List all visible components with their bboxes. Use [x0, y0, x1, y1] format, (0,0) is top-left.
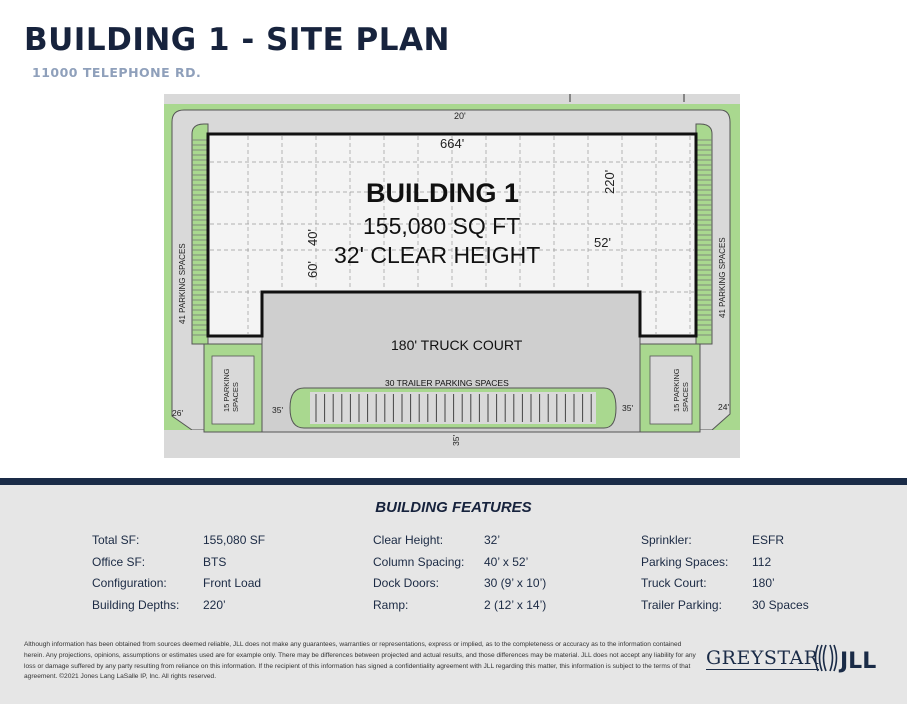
feature-value: ESFR — [752, 533, 785, 547]
legal-disclaimer: Although information has been obtained from sources deemed reliable, JLL does not make any guarantees, warranties or representations, express or implied, as to the completeness or accuracy as to the information contained herein. Any projections, opinions, assumptions or estimates used are for example only. There may be differences between projected and actual results, and those differences may be material. JLL does not accept any liability for any loss or damage suffered by any party resulting from reliance on this information. If the recipient of this information has signed a confidentiality agreement with JLL regarding this matter, this information is subject to the terms of that agreement. ©2021 Jones Lang LaSalle IP, Inc. All rights reserved. — [24, 641, 696, 681]
divider-band — [0, 478, 907, 485]
features-column-1 — [92, 533, 265, 619]
feature-label: Configuration: — [92, 576, 167, 590]
feature-label: Office SF: — [92, 554, 146, 569]
jll-logo — [814, 641, 886, 675]
drive-left-inner-label: 35' — [272, 405, 284, 415]
clear-height-label: 32' CLEAR HEIGHT — [334, 242, 541, 268]
feature-label: Clear Height: — [373, 533, 444, 547]
feature-value: 220’ — [203, 597, 226, 612]
left-small-parking-label: 15 PARKING SPACES — [222, 368, 240, 412]
feature-value: 40’ x 52’ — [484, 554, 529, 569]
features-column-2 — [373, 533, 546, 619]
feature-label: Total SF: — [92, 533, 140, 547]
greystar-logo: GREYSTAR — [706, 647, 819, 669]
feature-value: 180’ — [752, 576, 775, 590]
feature-value: Front Load — [203, 576, 262, 590]
feature-row — [641, 576, 809, 598]
top-setback-label: 20' — [454, 111, 466, 121]
feature-row — [373, 576, 546, 598]
bay-width: 52' — [594, 235, 611, 250]
feature-row — [92, 598, 265, 620]
depth-dimension: 220' — [602, 169, 617, 194]
feature-label: Trailer Parking: — [641, 597, 722, 612]
building-name: BUILDING 1 — [366, 178, 520, 208]
feature-row — [641, 555, 809, 577]
site-address: 11000 TELEPHONE RD. — [32, 65, 202, 80]
feature-label: Dock Doors: — [373, 576, 440, 590]
building-area: 155,080 SQ FT — [363, 213, 521, 239]
feature-value: BTS — [203, 554, 227, 569]
drive-right-outer-label: 24' — [718, 402, 730, 412]
bay-depth-40: 40' — [305, 229, 320, 246]
bay-depth-60: 60' — [305, 261, 320, 278]
feature-value: 32’ — [484, 533, 501, 547]
drive-bottom-label: 35' — [451, 434, 461, 446]
feature-row — [92, 555, 265, 577]
features-title: BUILDING FEATURES — [375, 499, 532, 516]
right-island — [696, 124, 712, 344]
left-island — [192, 124, 208, 344]
drive-right-inner-label: 35' — [622, 403, 634, 413]
feature-label: Truck Court: — [641, 576, 707, 590]
feature-value: 30 (9’ x 10’) — [484, 576, 547, 590]
svg-text:JLL: JLL — [840, 649, 877, 674]
feature-row — [92, 576, 265, 598]
feature-row — [373, 598, 546, 620]
width-dimension: 664' — [440, 136, 465, 151]
feature-row — [641, 598, 809, 620]
feature-label: Column Spacing: — [373, 554, 465, 569]
feature-value: 112 — [752, 554, 772, 569]
left-parking-label: 41 PARKING SPACES — [178, 243, 187, 324]
trailer-parking-label: 30 TRAILER PARKING SPACES — [385, 378, 509, 388]
feature-row — [641, 533, 809, 555]
features-column-3 — [641, 533, 809, 619]
feature-row — [92, 533, 265, 555]
feature-value: 2 (12’ x 14’) — [484, 597, 547, 612]
feature-label: Building Depths: — [92, 597, 180, 612]
right-parking-label: 41 PARKING SPACES — [718, 237, 727, 318]
site-plan — [164, 94, 740, 458]
feature-row — [373, 533, 546, 555]
page-title: BUILDING 1 - SITE PLAN — [24, 22, 450, 58]
truck-court-label: 180' TRUCK COURT — [391, 337, 523, 353]
feature-label: Sprinkler: — [641, 533, 692, 547]
feature-value: 30 Spaces — [752, 597, 809, 612]
feature-row — [373, 555, 546, 577]
feature-label: Ramp: — [373, 597, 409, 612]
feature-label: Parking Spaces: — [641, 554, 729, 569]
drive-left-outer-label: 26' — [172, 408, 184, 418]
feature-value: 155,080 SF — [203, 533, 266, 547]
right-small-parking-label: 15 PARKING SPACES — [672, 368, 690, 412]
building-features-panel — [0, 485, 907, 704]
